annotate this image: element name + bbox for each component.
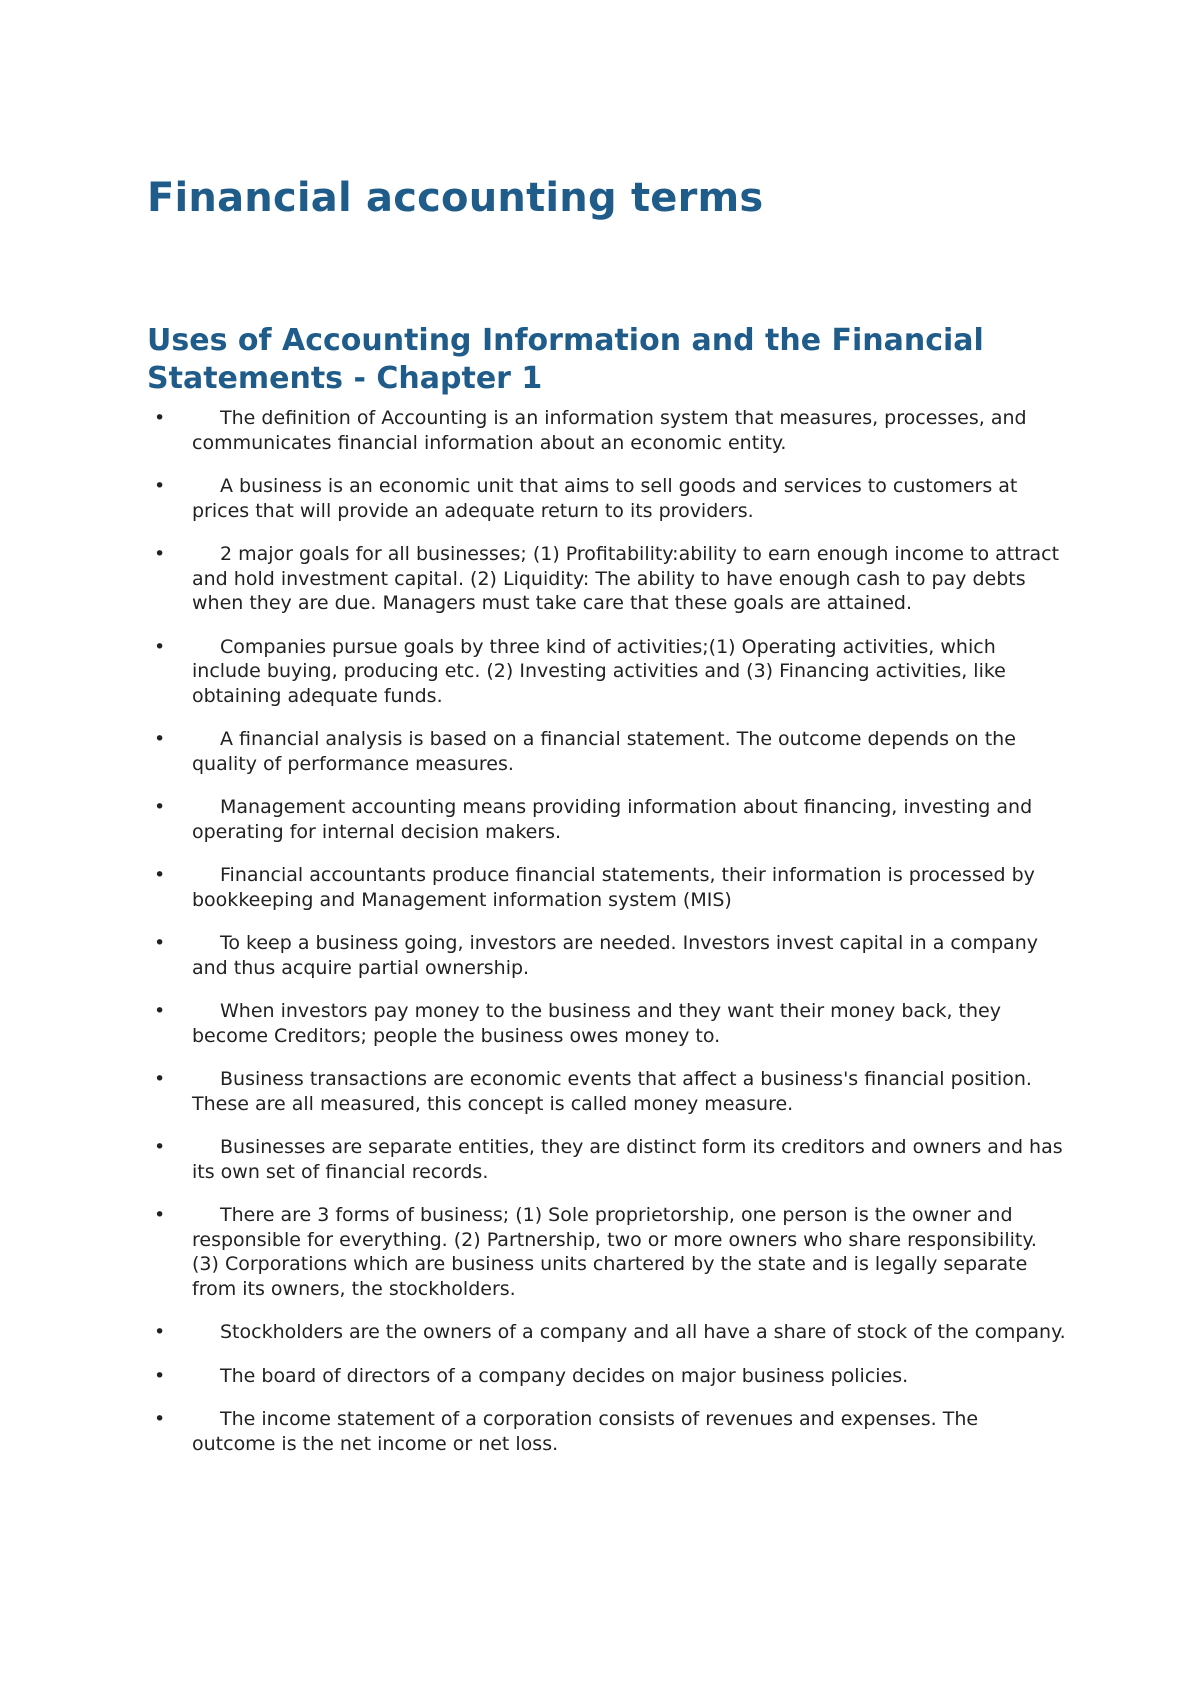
list-item (147, 795, 1067, 844)
list-item (147, 406, 1067, 455)
list-item-text: The definition of Accounting is an information system that measures, processes, and communicates financial information about an economic entity. (192, 407, 1027, 454)
bullet-list (147, 406, 1067, 1475)
list-item (147, 1364, 1067, 1389)
list-item-text: The board of directors of a company decides on major business policies. (220, 1364, 909, 1387)
bullet-marker: • (154, 864, 166, 886)
bullet-marker: • (154, 796, 166, 818)
list-item-text: Stockholders are the owners of a company and all have a share of stock of the company. (220, 1321, 1066, 1343)
bullet-marker: • (154, 407, 166, 429)
bullet-marker: • (154, 1204, 166, 1226)
list-item-text: Financial accountants produce financial statements, their information is processed by bookkeeping and Management information system (MIS) (192, 864, 1035, 911)
list-item (147, 1067, 1067, 1116)
list-item (147, 1135, 1067, 1184)
list-item (147, 727, 1067, 776)
list-item (147, 635, 1067, 709)
list-item (147, 474, 1067, 523)
bullet-marker: • (154, 1136, 166, 1158)
list-item (147, 542, 1067, 616)
list-item-text: A business is an economic unit that aims to sell goods and services to customers at prices that will provide an adequate return to its providers. (192, 475, 1018, 522)
list-item (147, 1320, 1067, 1345)
section-heading: Uses of Accounting Information and the Financial Statements - Chapter 1 (147, 323, 984, 396)
document-title: Financial accounting terms (147, 175, 764, 221)
list-item-text: There are 3 forms of business; (1) Sole proprietorship, one person is the owner and responsible for everything. (2) Partnership, two or more owners who share responsibility. (3) Corporations which are business units chartered by the state and is legally separate from its owners, the stockholders. (192, 1204, 1037, 1300)
list-item-text: When investors pay money to the business and they want their money back, they become Creditors; people the business owes money to. (192, 1000, 1001, 1047)
list-item-text: To keep a business going, investors are needed. Investors invest capital in a company and thus acquire partial ownership. (192, 932, 1038, 979)
list-item-text: The income statement of a corporation consists of revenues and expenses. The outcome is the net income or net loss. (192, 1408, 979, 1455)
list-item (147, 931, 1067, 980)
list-item (147, 999, 1067, 1048)
list-item (147, 1203, 1067, 1301)
list-item (147, 1407, 1067, 1456)
bullet-marker: • (154, 1408, 166, 1430)
bullet-marker: • (154, 1321, 166, 1343)
list-item-text: Businesses are separate entities, they are distinct form its creditors and owners and has its own set of financial records. (192, 1136, 1063, 1183)
list-item-text: Management accounting means providing information about financing, investing and operating for internal decision makers. (192, 796, 1033, 843)
bullet-marker: • (154, 932, 166, 954)
bullet-marker: • (154, 635, 166, 658)
list-item-text: Companies pursue goals by three kind of activities;(1) Operating activities, which include buying, producing etc. (2) Investing activities and (3) Financing activities, like obtaining adequate funds. (192, 635, 1006, 707)
list-item-text: A financial analysis is based on a financial statement. The outcome depends on the quality of performance measures. (192, 728, 1016, 775)
bullet-marker: • (154, 1068, 166, 1090)
bullet-marker: • (154, 1364, 166, 1387)
bullet-marker: • (154, 475, 166, 497)
list-item (147, 863, 1067, 912)
list-item-text: 2 major goals for all businesses; (1) Profitability:ability to earn enough income to attract and hold investment capital. (2) Liquidity: The ability to have enough cash to pay debts when they are due. Managers must take care that these goals are attained. (192, 543, 1060, 614)
bullet-marker: • (154, 1000, 166, 1022)
list-item-text: Business transactions are economic events that affect a business's financial position. These are all measured, this concept is called money measure. (192, 1068, 1032, 1115)
bullet-marker: • (154, 543, 166, 565)
bullet-marker: • (154, 728, 166, 750)
